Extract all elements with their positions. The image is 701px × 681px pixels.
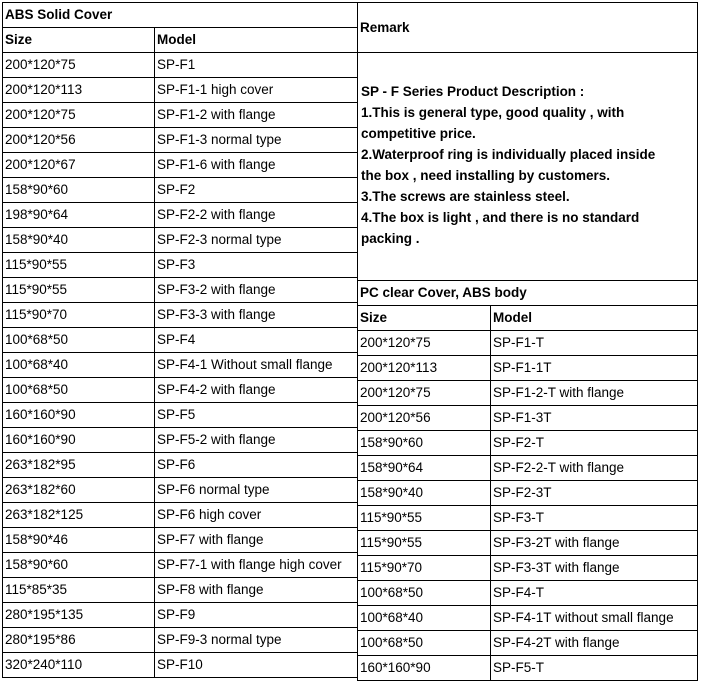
grid-line-horizontal xyxy=(2,602,358,603)
grid-line-horizontal xyxy=(357,630,698,631)
abs-size-cell: 160*160*90 xyxy=(5,406,76,422)
abs-size-cell: 115*90*55 xyxy=(5,281,68,297)
abs-model-cell: SP-F2-3 normal type xyxy=(157,231,282,247)
abs-size-cell: 200*120*75 xyxy=(5,56,76,72)
abs-size-cell: 115*90*70 xyxy=(5,306,68,322)
abs-size-cell: 158*90*46 xyxy=(5,531,69,547)
abs-size-cell: 158*90*40 xyxy=(5,231,69,247)
pc-model-cell: SP-F1-3T xyxy=(493,409,552,425)
abs-model-cell: SP-F1-6 with flange xyxy=(157,156,276,172)
pc-size-cell: 115*90*55 xyxy=(360,509,423,525)
grid-line-horizontal xyxy=(357,305,698,306)
pc-table-title: PC clear Cover, ABS body xyxy=(360,285,527,301)
abs-size-cell: 280*195*135 xyxy=(5,606,84,622)
grid-line-horizontal xyxy=(2,102,358,103)
abs-size-cell: 115*90*55 xyxy=(5,256,68,272)
abs-size-cell: 280*195*86 xyxy=(5,631,76,647)
abs-model-cell: SP-F1-2 with flange xyxy=(157,106,276,122)
grid-line-horizontal xyxy=(2,627,358,628)
abs-size-cell: 200*120*75 xyxy=(5,106,76,122)
abs-size-cell: 160*160*90 xyxy=(5,431,76,447)
abs-model-cell: SP-F2 xyxy=(157,181,196,197)
grid-line-horizontal xyxy=(357,580,698,581)
pc-model-cell: SP-F2-2-T with flange xyxy=(493,459,625,475)
grid-line-horizontal xyxy=(2,127,358,128)
pc-size-cell: 160*160*90 xyxy=(360,659,431,675)
pc-size-cell: 115*90*70 xyxy=(360,559,423,575)
grid-line-horizontal xyxy=(357,530,698,531)
abs-model-cell: SP-F9-3 normal type xyxy=(157,631,282,647)
pc-size-cell: 115*90*55 xyxy=(360,534,423,550)
grid-line-horizontal xyxy=(357,355,698,356)
abs-model-cell: SP-F3 xyxy=(157,256,196,272)
pc-model-header: Model xyxy=(493,309,532,325)
grid-line-horizontal xyxy=(2,227,358,228)
grid-line-horizontal xyxy=(2,577,358,578)
pc-size-cell: 158*90*60 xyxy=(360,434,424,450)
grid-line-horizontal xyxy=(2,327,358,328)
grid-line-horizontal xyxy=(2,677,358,678)
abs-size-cell: 100*68*50 xyxy=(5,381,69,397)
abs-model-cell: SP-F7 with flange xyxy=(157,531,264,547)
remark-line: 4.The box is light , and there is no standard xyxy=(361,210,640,225)
pc-size-cell: 200*120*75 xyxy=(360,384,431,400)
pc-size-cell: 158*90*64 xyxy=(360,459,424,475)
remark-line: packing . xyxy=(361,231,420,246)
pc-model-cell: SP-F4-2T with flange xyxy=(493,634,620,650)
abs-model-cell: SP-F5-2 with flange xyxy=(157,431,276,447)
abs-model-cell: SP-F1 xyxy=(157,56,196,72)
grid-line-horizontal xyxy=(2,152,358,153)
grid-line-horizontal xyxy=(2,502,358,503)
grid-line-horizontal xyxy=(2,452,358,453)
grid-line-horizontal xyxy=(2,202,358,203)
remark-line: 3.The screws are stainless steel. xyxy=(361,189,570,204)
grid-line-horizontal xyxy=(357,455,698,456)
pc-model-cell: SP-F3-T xyxy=(493,509,545,525)
grid-line-horizontal xyxy=(357,430,698,431)
grid-line-horizontal xyxy=(2,52,698,53)
grid-line-vertical xyxy=(2,2,3,678)
pc-size-cell: 100*68*50 xyxy=(360,634,424,650)
abs-model-cell: SP-F9 xyxy=(157,606,196,622)
abs-model-cell: SP-F6 xyxy=(157,456,196,472)
grid-line-vertical xyxy=(490,305,491,680)
grid-line-horizontal xyxy=(2,2,698,3)
abs-model-cell: SP-F8 with flange xyxy=(157,581,264,597)
grid-line-horizontal xyxy=(2,352,358,353)
grid-line-horizontal xyxy=(357,480,698,481)
abs-size-cell: 200*120*67 xyxy=(5,156,76,172)
grid-line-horizontal xyxy=(357,655,698,656)
abs-model-cell: SP-F5 xyxy=(157,406,196,422)
abs-size-cell: 115*85*35 xyxy=(5,581,68,597)
grid-line-horizontal xyxy=(357,330,698,331)
pc-model-cell: SP-F3-3T with flange xyxy=(493,559,620,575)
abs-size-cell: 100*68*40 xyxy=(5,356,69,372)
abs-model-cell: SP-F10 xyxy=(157,656,203,672)
pc-size-cell: 100*68*40 xyxy=(360,609,424,625)
abs-model-cell: SP-F7-1 with flange high cover xyxy=(157,556,342,572)
grid-line-horizontal xyxy=(2,302,358,303)
abs-size-cell: 320*240*110 xyxy=(5,656,83,672)
pc-model-cell: SP-F1-2-T with flange xyxy=(493,384,625,400)
abs-model-cell: SP-F4-2 with flange xyxy=(157,381,276,397)
grid-line-vertical xyxy=(154,27,155,678)
pc-model-cell: SP-F1-1T xyxy=(493,359,552,375)
pc-size-cell: 200*120*113 xyxy=(360,359,438,375)
grid-line-horizontal xyxy=(2,477,358,478)
grid-line-horizontal xyxy=(2,277,358,278)
grid-line-horizontal xyxy=(2,652,358,653)
abs-size-cell: 158*90*60 xyxy=(5,181,69,197)
abs-model-cell: SP-F1-1 high cover xyxy=(157,81,274,97)
grid-line-vertical xyxy=(697,2,698,680)
remark-description xyxy=(361,81,697,249)
pc-size-cell: 158*90*40 xyxy=(360,484,424,500)
grid-line-horizontal xyxy=(2,77,358,78)
remark-line: 1.This is general type, good quality , with xyxy=(361,105,625,120)
grid-line-horizontal xyxy=(2,377,358,378)
abs-size-cell: 158*90*60 xyxy=(5,556,69,572)
abs-table-title: ABS Solid Cover xyxy=(5,7,113,23)
pc-size-cell: 100*68*50 xyxy=(360,584,424,600)
grid-line-horizontal xyxy=(357,405,698,406)
abs-size-cell: 100*68*50 xyxy=(5,331,69,347)
grid-line-horizontal xyxy=(2,27,358,28)
remark-line: 2.Waterproof ring is individually placed inside xyxy=(361,147,656,162)
grid-line-horizontal xyxy=(357,505,698,506)
grid-line-vertical xyxy=(357,2,358,680)
remark-line: the box , need installing by customers. xyxy=(361,168,611,183)
pc-model-cell: SP-F5-T xyxy=(493,659,545,675)
abs-model-cell: SP-F1-3 normal type xyxy=(157,131,282,147)
abs-size-header: Size xyxy=(5,31,33,47)
pc-model-cell: SP-F4-1T without small flange xyxy=(493,609,674,625)
abs-size-cell: 200*120*113 xyxy=(5,81,83,97)
grid-line-horizontal xyxy=(357,555,698,556)
remark-line: SP - F Series Product Description : xyxy=(361,84,585,99)
remark-line: competitive price. xyxy=(361,126,476,141)
grid-line-horizontal xyxy=(2,552,358,553)
pc-size-cell: 200*120*75 xyxy=(360,334,431,350)
pc-model-cell: SP-F2-3T xyxy=(493,484,552,500)
abs-size-cell: 263*182*60 xyxy=(5,481,76,497)
abs-size-cell: 263*182*125 xyxy=(5,506,84,522)
grid-line-horizontal xyxy=(2,402,358,403)
abs-model-cell: SP-F2-2 with flange xyxy=(157,206,276,222)
pc-model-cell: SP-F3-2T with flange xyxy=(493,534,620,550)
grid-line-horizontal xyxy=(2,177,358,178)
grid-line-horizontal xyxy=(357,280,698,281)
abs-model-header: Model xyxy=(157,31,196,47)
abs-model-cell: SP-F3-2 with flange xyxy=(157,281,276,297)
remark-header: Remark xyxy=(360,19,410,35)
pc-model-cell: SP-F1-T xyxy=(493,334,545,350)
abs-model-cell: SP-F4-1 Without small flange xyxy=(157,356,333,372)
pc-model-cell: SP-F4-T xyxy=(493,584,545,600)
grid-line-horizontal xyxy=(357,605,698,606)
pc-model-cell: SP-F2-T xyxy=(493,434,545,450)
grid-line-horizontal xyxy=(2,427,358,428)
abs-model-cell: SP-F3-3 with flange xyxy=(157,306,276,322)
abs-size-cell: 200*120*56 xyxy=(5,131,76,147)
abs-model-cell: SP-F6 normal type xyxy=(157,481,270,497)
grid-line-horizontal xyxy=(2,527,358,528)
pc-size-cell: 200*120*56 xyxy=(360,409,431,425)
abs-model-cell: SP-F6 high cover xyxy=(157,506,262,522)
grid-line-horizontal xyxy=(357,380,698,381)
grid-line-horizontal xyxy=(2,252,358,253)
pc-size-header: Size xyxy=(360,309,388,325)
abs-size-cell: 263*182*95 xyxy=(5,456,76,472)
abs-model-cell: SP-F4 xyxy=(157,331,196,347)
abs-size-cell: 198*90*64 xyxy=(5,206,69,222)
